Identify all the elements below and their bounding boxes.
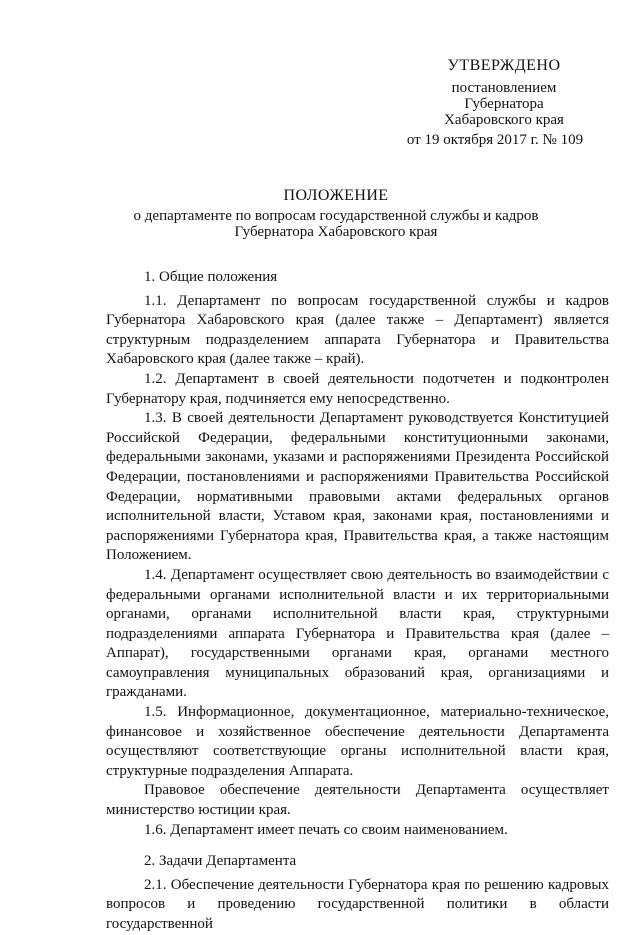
paragraph-1-4: 1.4. Департамент осуществляет свою деятельность во взаимодействии с федеральными органами исполнительной власти и их территориальными органами, органами исполнительной власти края, структурными подразделениями аппарата Губернатора и Правительства края (далее – Аппарат), государственными органами края, органами местного самоуправления муниципальных образований края, организациями и гражданами. (106, 566, 609, 701)
approval-line-decree: постановлением (451, 80, 557, 96)
paragraph-1-3: 1.3. В своей деятельности Департамент руководствуется Конституцией Российской Федерации, федеральными конституционными законами, федеральными законами, указами и распоряжениями Президента Российской Федерации, постановлениями и распоряжениями Правительства Российской Федерации, нормативными правовыми актами федеральных органов исполнительной власти, Уставом края, законами края, постановлениями и распоряжениями Губернатора края, Правительства края, а также настоящим Положением. (106, 410, 609, 564)
paragraph-1-1: 1.1. Департамент по вопросам государственной службы и кадров Губернатора Хабаровского края (далее также – Департамент) является структурным подразделением аппарата Губернатора и Правительства Хабаровского края (далее также – край). (106, 292, 609, 368)
section-heading-tasks: 2. Задачи Департамента (144, 853, 297, 870)
paragraph-1-6: 1.6. Департамент имеет печать со своим наименованием. (144, 821, 508, 838)
document-subtitle-line-1: о департаменте по вопросам государственной службы и кадров (133, 208, 539, 224)
document-subtitle-line-2: Губернатора Хабаровского края (234, 224, 438, 240)
section-heading-general: 1. Общие положения (144, 269, 278, 285)
paragraph-legal-support: Правовое обеспечение деятельности Департамента осуществляет министерство юстиции края. (106, 782, 609, 819)
paragraph-1-2: 1.2. Департамент в своей деятельности подотчетен и подконтролен Губернатору края, подчиняется ему непосредственно. (106, 370, 609, 407)
approval-line-governor: Губернатора (464, 96, 544, 112)
paragraph-2-1: 2.1. Обеспечение деятельности Губернатора края по решению кадровых вопросов и проведению государственной политики в области государственной (106, 876, 609, 932)
paragraph-1-5: 1.5. Информационное, документационное, материально-техническое, финансовое и хозяйственное обеспечение деятельности Департамента осуществляют соответствующие органы исполнительной власти края, структурные подразделения Аппарата. (106, 704, 609, 779)
approval-block (404, 58, 604, 148)
approval-date-number: от 19 октября 2017 г. № 109 (406, 132, 584, 148)
document-body (106, 268, 609, 935)
approval-line-region: Хабаровского края (444, 112, 564, 128)
approval-title: УТВЕРЖДЕНО (447, 57, 561, 74)
document-title: ПОЛОЖЕНИЕ (283, 187, 389, 204)
document-heading (96, 188, 576, 240)
